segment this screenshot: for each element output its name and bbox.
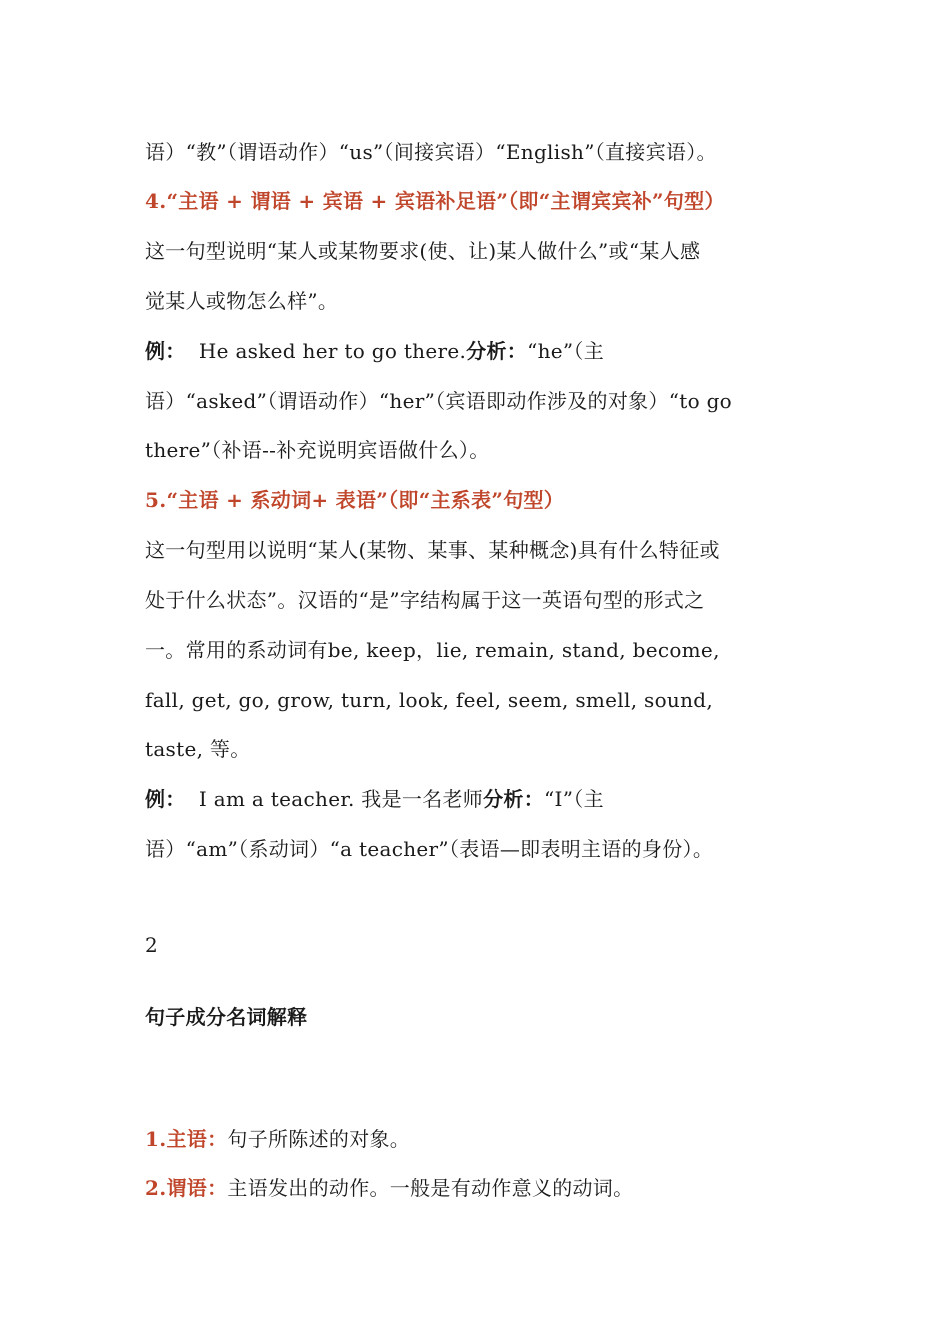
- paragraph-line: 一。常用的系动词有be, keep，lie, remain, stand, become,: [145, 638, 720, 662]
- paragraph-line: fall, get, go, grow, turn, look, feel, seem, smell, sound,: [145, 688, 714, 712]
- paragraph-line: 处于什么状态”。汉语的“是”字结构属于这一英语句型的形式之: [145, 588, 705, 612]
- section-title: 句子成分名词解释: [145, 1005, 308, 1029]
- example-sentence: I am a teacher. 我是一名老师: [185, 787, 484, 811]
- definition-label: 2.谓语：: [145, 1176, 228, 1200]
- analysis-label: 分析：: [483, 787, 545, 811]
- paragraph-line: 这一句型说明“某人或某物要求(使、让)某人做什么”或“某人感: [145, 239, 701, 263]
- paragraph-line: 觉某人或物怎么样”。: [145, 289, 339, 313]
- example-sentence: He asked her to go there.: [185, 339, 467, 363]
- paragraph-line: there”（补语--补充说明宾语做什么）。: [145, 438, 490, 462]
- paragraph-line: 语）“教”（谓语动作）“us”（间接宾语）“English”（直接宾语）。: [145, 140, 717, 164]
- paragraph-line: taste, 等。: [145, 737, 251, 761]
- section-number: 2: [145, 933, 159, 957]
- definition-text: 句子所陈述的对象。: [227, 1127, 411, 1151]
- paragraph-line: 语）“asked”（谓语动作）“her”（宾语即动作涉及的对象）“to go: [145, 389, 733, 413]
- analysis-text: “he”（主: [527, 339, 605, 363]
- example-line: [145, 336, 604, 366]
- example-label: 例：: [145, 339, 186, 363]
- definition-item: [145, 1173, 633, 1203]
- heading-pattern-5: 5.“主语 + 系动词+ 表语”（即“主系表”句型）: [145, 488, 565, 512]
- analysis-text: “I”（主: [544, 787, 604, 811]
- example-label: 例：: [145, 787, 186, 811]
- definition-label: 1.主语：: [145, 1127, 228, 1151]
- heading-pattern-4: 4.“主语 + 谓语 + 宾语 + 宾语补足语”（即“主谓宾宾补”句型）: [145, 189, 725, 213]
- analysis-label: 分析：: [466, 339, 528, 363]
- definition-item: [145, 1124, 410, 1154]
- paragraph-line: 这一句型用以说明“某人(某物、某事、某种概念)具有什么特征或: [145, 538, 720, 562]
- paragraph-line: 语）“am”（系动词）“a teacher”（表语—即表明主语的身份）。: [145, 837, 714, 861]
- example-line: [145, 784, 604, 814]
- definition-text: 主语发出的动作。一般是有动作意义的动词。: [227, 1176, 634, 1200]
